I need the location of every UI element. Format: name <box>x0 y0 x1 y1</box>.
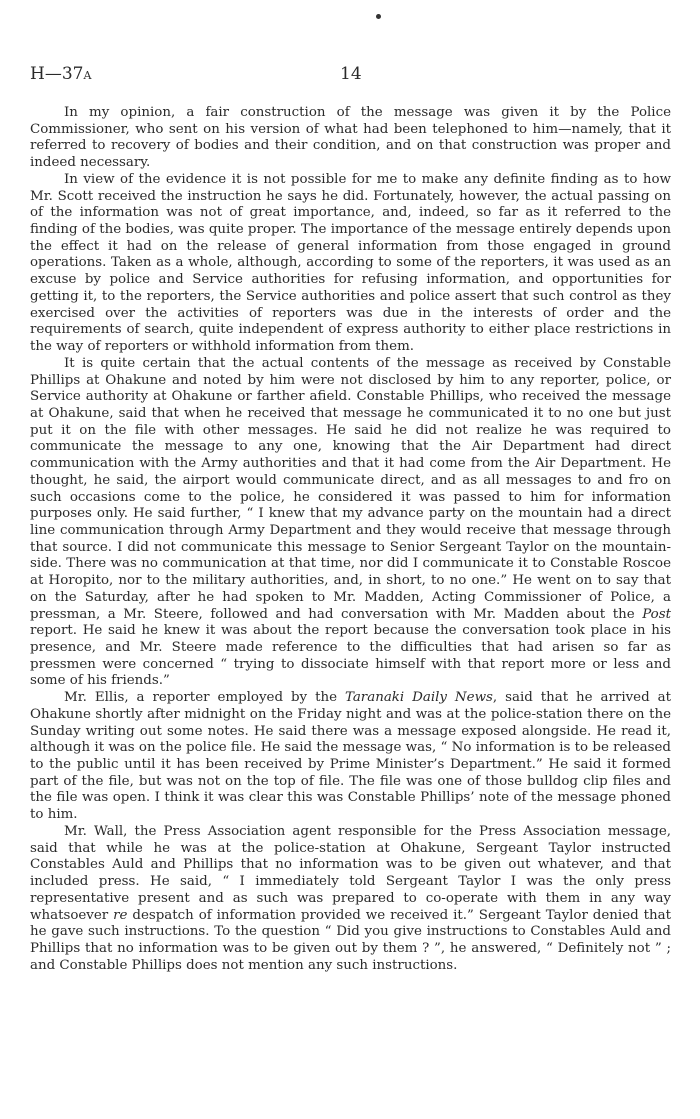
doc-ref-main: H—37 <box>30 64 84 84</box>
text-run: Mr. Ellis, a reporter employed by the <box>64 690 345 706</box>
text-run: In my opinion, a fair construction of the message was given it by the Police Commissioner, who sent on his version of what had been telephoned to him—namely, that it referred to recovery of bodies and their condition, and on that construction was proper and indeed necessary. <box>30 105 671 171</box>
paragraph <box>30 105 671 172</box>
page-number: 14 <box>340 64 362 84</box>
italic-text: Taranaki Daily News <box>344 690 493 706</box>
text-run: Mr. Wall, the Press Association agent responsible for the Press Association message, said that while he was at the police-station at Ohakune, Sergeant Taylor instructed Constables Auld and Phillips that no information was to be given out whatever, and that included press. He said, “ I immediately told Sergeant Taylor I was the only press representative present and as such was prepared to co-operate with them in any way whatsoever <box>30 823 671 923</box>
paragraph <box>30 356 671 690</box>
italic-text: Post <box>642 606 671 622</box>
paragraph <box>30 824 671 974</box>
text-run: In view of the evidence it is not possible for me to make any definite finding as to how Mr. Scott received the instruction he says he did. Fortunately, however, the actual passing on of the information was not of great importance, and, indeed, so far as it referred to the finding of the bodies, was quite proper. The importance of the message entirely depends upon the effect it had on the release of general information from those engaged in ground operations. Taken as a whole, although, according to some of the reporters, it was used as an excuse by police and Service authorities for refusing information, and opportunities for getting it, to the reporters, the Service authorities and police assert that such control as they exercised over the activities of reporters was due in the interests of order and the requirements of search, quite independent of express authority to either place restrictions in the way of reporters or withhold information from them. <box>30 171 671 355</box>
text-run: It is quite certain that the actual contents of the message as received by Constable Phillips at Ohakune and noted by him were not disclosed by him to any reporter, police, or Service authority at Ohakune or farther afield. Constable Phillips, who received the message at Ohakune, said that when he received that message he communicated it to no one but just put it on the file with other messages. He said he did not realize he was required to communicate the message to any one, knowing that the Air Department had direct communication with the Army authorities and that it had come from the Air Department. He thought, he said, the airport would communicate direct, and as all messages to and fro on such occasions come to the police, he considered it was passed to him for information purposes only. He said further, “ I knew that my advance party on the mountain had a direct line communication through Army Department and they would receive that message through that source. I did not communicate this message to Senior Sergeant Taylor on the mountain-side. There was no communication at that time, nor did I communicate it to Constable Roscoe at Horopito, nor to the military authorities, and, in short, to no one.” He went on to say that on the Saturday, after he had spoken to Mr. Madden, Acting Commissioner of Police, a pressman, a Mr. Steere, followed and had conversation with Mr. Madden about the <box>30 355 671 622</box>
italic-text: re <box>113 907 128 923</box>
text-run: , said that he arrived at Ohakune shortly after midnight on the Friday night and was at the police-station there on the Sunday writing out some notes. He said there was a message exposed alongside. He read it, although it was on the police file. He said the message was, “ No information is to be released to the public until it has been received by Prime Minister’s Department.” He said it formed part of the file, but was not on the top of file. The file was one of those bulldog clip files and the file was open. I think it was clear this was Constable Phillips’ note of the message phoned to him. <box>30 690 672 823</box>
document-reference <box>30 64 91 84</box>
paragraph <box>30 690 671 824</box>
text-run: report. He said he knew it was about the report because the conversation took place in his presence, and Mr. Steere made reference to the difficulties that had arisen so far as pressmen were concerned “ trying to dissociate himself with that report more or less and some of his friends.” <box>30 623 671 689</box>
page-header <box>30 64 670 86</box>
body-text <box>30 105 671 974</box>
doc-ref-sub: A <box>83 69 92 82</box>
text-run: despatch of information provided we received it.” Sergeant Taylor denied that he gave such instructions. To the question “ Did you give instructions to Constables Auld and Phillips that no information was to be given out by them ? ”, he answered, “ Definitely not ” ; and Constable Phillips does not mention any such instructions. <box>30 907 671 973</box>
paragraph <box>30 172 671 356</box>
page-mark-dot <box>376 14 381 19</box>
